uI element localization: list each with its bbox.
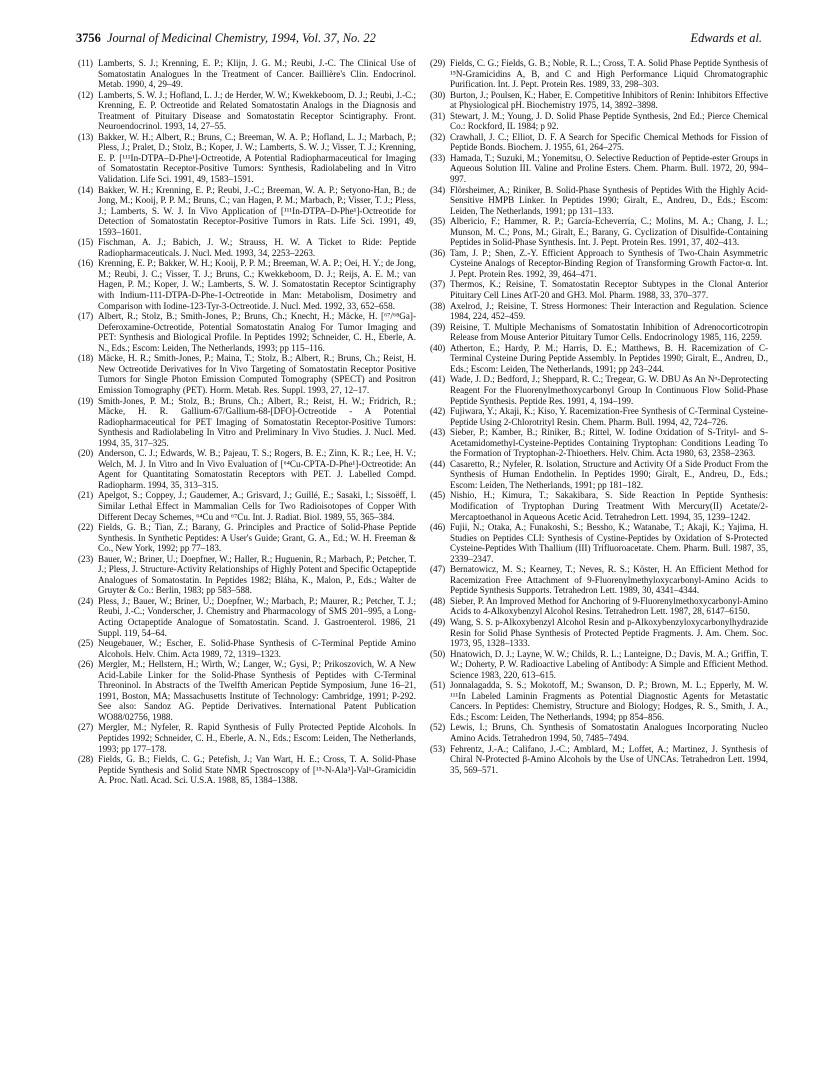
reference-number: (16) [78,258,94,269]
reference-entry [78,638,416,659]
reference-entry [430,680,768,722]
reference-number: (37) [430,279,446,290]
reference-entry [430,564,768,596]
reference-text: Albert, R.; Stolz, B.; Smith-Jones, P.; Bruns, Ch.; Knecht, H.; Mäcke, H. [⁶⁷/⁶⁸Ga]-Deferoxamine-Octreotide, Potential Somatostatin Analog For Tumor Imaging and PET: Synthesis and Biological Profile. In Peptides 1992; Schneider, C. H., Eberle, A. N., Eds.; Escom: Leiden, The Netherlands, 1993; pp 115–116. [98,311,416,353]
reference-entry [430,459,768,491]
reference-entry [430,427,768,459]
reference-entry [430,744,768,776]
reference-number: (53) [430,743,446,754]
reference-number: (40) [430,342,446,353]
reference-number: (49) [430,616,446,627]
reference-entry [430,490,768,522]
reference-entry [78,754,416,786]
reference-text: Albericio, F.; Hammer, R. P.; García-Echeverría, C.; Molins, M. A.; Chang, J. L.; Munson, M. C.; Pons, M.; Giralt, E.; Barany, G. Cyclization of Disulfide-Containing Peptides in Solid-Phase Synthesis. Int. J. Pept. Protein Res. 1991, 37, 402–413. [450,216,768,248]
reference-text: Sieber, P. An Improved Method for Anchoring of 9-Fluorenylmethoxycarbonyl-Amino Acids to 4-Alkoxybenzyl Alcohol Resins. Tetrahedron Lett. 1987, 28, 6147–6150. [450,595,768,617]
header-authors: Edwards et al. [690,31,762,45]
reference-number: (43) [430,427,446,438]
reference-number: (29) [430,58,446,68]
reference-number: (46) [430,522,446,533]
reference-number: (45) [430,490,446,501]
reference-number: (13) [78,131,94,142]
reference-number: (15) [78,237,94,248]
reference-number: (24) [78,595,94,606]
reference-entry [78,353,416,395]
reference-text: Anderson, C. J.; Edwards, W. B.; Pajeau, T. S.; Rogers, B. E.; Zinn, K. R.; Lee, H. V.; Welch, M. J. In Vitro and In Vivo Evaluation of [⁶⁴Cu-CPTA-D-Phe¹]-Octreotide: An Agent for Quantitating Somatostatin Receptors with PET. J. Labelled Compd. Radiopharm. 1994, 35, 313–315. [98,448,416,490]
reference-number: (41) [430,374,446,385]
reference-text: Fujiwara, Y.; Akaji, K.; Kiso, Y. Racemization-Free Synthesis of C-Terminal Cysteine-Peptide Using 2-Chlorotrityl Resin. Chem. Pharm. Bull. 1994, 42, 724–726. [450,406,768,427]
reference-entry [430,90,768,111]
reference-text: Lewis, I.; Bruns, Ch. Synthesis of Somatostatin Analogues Incorporating Nucleo Amino Acids. Tetrahedron 1994, 50, 7485–7494. [450,722,768,743]
reference-entry [78,132,416,185]
reference-entry [78,237,416,258]
reference-text: Burton, J.; Poulsen, K.; Haber, E. Competitive Inhibitors of Renin: Inhibitors Effective at Physiological pH. Biochemistry 1975, 14, 3892–3898. [450,89,768,111]
reference-number: (14) [78,184,94,195]
reference-text: Atherton, E.; Hardy, P. M.; Harris, D. E.; Matthews, B. H. Racemization of C-Terminal Cysteine During Peptide Assembly. In Peptides 1990; Giralt, E., Andreu, D., Eds.; Escom: Leiden, The Netherlands, 1991; pp 243–244. [450,342,768,374]
references-left-column [78,58,416,786]
reference-entry [78,554,416,596]
reference-text: Flörsheimer, A.; Riniker, B. Solid-Phase Synthesis of Peptides With the Highly Acid-Sensitive HMPB Linker. In Peptides 1990; Giralt, E., Andreu, D., Eds.; Escom: Leiden, The Netherlands, 1991; pp 131–133. [450,184,768,216]
reference-entry [78,58,416,90]
reference-number: (19) [78,395,94,406]
reference-entry [78,185,416,238]
reference-text: Bakker, W. H.; Krenning, E. P.; Reubi, J.-C.; Breeman, W. A. P.; Setyono-Han, B.; de Jong, M.; Kooij, P. P. M.; Bruns, C.; van Hagen, P. M.; Marbach, P.; Visser, T. J.; Pless, J.; Lamberts, S. W. J. In Vivo Application of [¹¹¹In-DTPA–D-Phe¹]-Octreotide for Detection of Somatostatin Receptor-Positive Tumors in Rats. Life Sci. 1991, 49, 1593–1601. [98,184,416,237]
reference-entry [430,596,768,617]
reference-number: (32) [430,131,446,142]
reference-number: (22) [78,522,94,533]
reference-text: Krenning, E. P.; Bakker, W. H.; Kooij, P. P. M.; Breeman, W. A. P.; Oei, H. Y.; de Jong, M.; Reubi, J. C.; Visser, T. J.; Bruns, C.; Kwekkeboom, D. J.; Reijs, A. E. M.; van Hagen, P. M.; Koper, J. W.; Lamberts, S. W. J. Somatostatin Receptor Scintigraphy with Indium-111-DTPA-D-Phe-1-Octreotide in Man: Metabolism, Dosimetry and Comparison with Iodine-123-Tyr-3-Octreotide. J. Nucl. Med. 1992, 33, 652–658. [98,258,416,311]
reference-entry [78,448,416,490]
reference-text: Pless, J.; Bauer, W.; Briner, U.; Doepfner, W.; Marbach, P.; Maurer, R.; Petcher, T. J.; Reubi, J.-C.; Vonderscher, J. Chemistry and Pharmacology of SMS 201–995, a Long-Acting Octapeptide Analogue of Somatostatin. Scand. J. Gastroenterol. 1986, 21 Suppl. 119, 54–64. [98,595,416,638]
reference-text: Bernatowicz, M. S.; Kearney, T.; Neves, R. S.; Köster, H. An Efficient Method for Racemization Free Attachment of 9-Fluorenylmethyloxycarbonyl-Amino Acids to Peptide Synthesis Supports. Tetrahedron Lett. 1989, 30, 4341–4344. [450,564,768,596]
reference-text: Neugebauer, W.; Escher, E. Solid-Phase Synthesis of C-Terminal Peptide Amino Alcohols. Helv. Chim. Acta 1989, 72, 1319–1323. [98,638,416,659]
reference-text: Fischman, A. J.; Babich, J. W.; Strauss, H. W. A Ticket to Ride: Peptide Radiopharmaceuticals. J. Nucl. Med. 1993, 34, 2253–2263. [98,237,416,258]
reference-entry [430,406,768,427]
reference-entry [430,343,768,375]
reference-text: Thermos, K.; Reisine, T. Somatostatin Receptor Subtypes in the Clonal Anterior Pituitary Cell Lines AtT-20 and GH3. Mol. Pharm. 1988, 33, 370–377. [450,279,768,301]
reference-text: Hamada, T.; Suzuki, M.; Yonemitsu, O. Selective Reduction of Peptide-ester Groups in Aqueous Solution III. Valine and Proline Esters. Chem. Pharm. Bull. 1972, 20, 994–997. [450,152,768,185]
reference-entry [430,153,768,185]
reference-text: Casaretto, R.; Nyfeler, R. Isolation, Structure and Activity Of a Side Product From the Synthesis of Human Endothelin. In Peptides 1990; Giralt, E., Andreu, D., Eds.; Escom: Leiden, The Netherlands, 1991; pp 181–182. [450,458,768,490]
reference-text: Axelrod, J.; Reisine, T. Stress Hormones: Their Interaction and Regulation. Science 1984, 224, 452–459. [450,300,768,322]
reference-text: Fehrentz, J.-A.; Califano, J.-C.; Amblard, M.; Loffet, A.; Martinez, J. Synthesis of Chiral N-Protected β-Amino Alcohols by the Use of UNCAs. Tetrahedron Lett. 1994, 35, 569–571. [450,743,768,775]
running-header [76,30,762,48]
reference-entry [430,374,768,406]
reference-number: (30) [430,89,446,100]
reference-text: Reisine, T. Multiple Mechanisms of Somatostatin Inhibition of Adrenocorticotropin Release from Mouse Anterior Pituitary Tumor Cells. Endocrinology 1985, 116, 2259. [450,321,768,343]
reference-entry [430,248,768,280]
reference-text: Fields, G. B.; Tian, Z.; Barany, G. Principles and Practice of Solid-Phase Peptide Synthesis. In Synthetic Peptides: A User's Guide; Grant, G. A., Ed.; W. H. Freeman & Co., New York, 1992; pp 77–183. [98,522,416,554]
reference-number: (39) [430,321,446,332]
reference-number: (48) [430,595,446,606]
reference-entry [430,617,768,649]
reference-entry [430,722,768,743]
reference-entry [78,659,416,722]
reference-entry [78,90,416,132]
reference-number: (21) [78,490,94,501]
reference-number: (50) [430,648,446,659]
reference-entry [78,490,416,522]
reference-entry [430,185,768,217]
reference-number: (26) [78,659,94,670]
reference-entry [78,396,416,449]
reference-text: Nishio, H.; Kimura, T.; Sakakibara, S. Side Reaction In Peptide Synthesis: Modification of Tryptophan During Treatment With Mercury(II) Acetate/2-Mercaptoethanol in Aqueous Acetic Acid. Tetrahedron Lett. 1994, 35, 1239–1242. [450,490,768,522]
reference-text: Bauer, W.; Briner, U.; Doepfner, W.; Haller, R.; Huguenin, R.; Marbach, P.; Petcher, T. J.; Pless, J. Structure-Activity Relationships of Highly Potent and Specific Octapeptide Analogues of Somatostatin. In Peptides 1982; Bláha, K., Malon, P., Eds.; Walter de Gruyter & Co.: Berlin, 1983; pp 583–588. [98,553,416,596]
reference-entry [430,279,768,300]
reference-entry [430,649,768,681]
page-number: 3756 [76,31,101,45]
reference-number: (31) [430,110,446,121]
reference-entry [78,722,416,754]
reference-text: Tam, J. P.; Shen, Z.-Y. Efficient Approach to Synthesis of Two-Chain Asymmetric Cysteine Analogs of Receptor-Binding Region of Transforming Growth Factor-α. Int. J. Pept. Protein Res. 1992, 39, 464–471. [450,247,768,279]
reference-entry [430,522,768,564]
reference-number: (42) [430,406,446,417]
reference-number: (20) [78,448,94,459]
reference-number: (11) [78,58,93,68]
reference-text: Fujii, N.; Otaka, A.; Funakoshi, S.; Bessho, K.; Watanabe, T.; Akaji, K.; Yajima, H. Studies on Peptides CLI: Synthesis of Cystine-Peptides by Oxidation of S-Protected Cysteine-Peptides With Thallium (III) Trifluoroacetate. Chem. Pharm. Bull. 1987, 35, 2339–2347. [450,522,768,564]
reference-entry [430,322,768,343]
reference-text: Hnatowich, D. J.; Layne, W. W.; Childs, R. L.; Lanteigne, D.; Davis, M. A.; Griffin, T. W.; Doherty, P. W. Radioactive Labeling of Antibody: A Simple and Efficient Method. Science 1983, 220, 613–615. [450,648,768,680]
reference-entry [430,111,768,132]
reference-text: Sieber, P.; Kamber, B.; Riniker, B.; Rittel, W. Iodine Oxidation of S-Trityl- and S-Acetamidomethyl-Cysteine-Peptides Containing Tryptophan: Conditions Leading To the Formation of Tryptophan-2-Thioethers. Helv. Chim. Acta 1980, 63, 2358–2363. [450,427,768,459]
reference-entry [78,311,416,353]
reference-text: Fields, C. G.; Fields, G. B.; Noble, R. L.; Cross, T. A. Solid Phase Peptide Synthesis of ¹⁵N-Gramicidins A, B, and C and High Performance Liquid Chromatographic Purification. Int. J. Pept. Protein Res. 1989, 33, 298–303. [450,58,768,90]
reference-entry [78,596,416,638]
journal-citation: Journal of Medicinal Chemistry, 1994, Vol. 37, No. 22 [106,31,376,45]
reference-number: (36) [430,247,446,258]
reference-number: (27) [78,722,94,733]
references-right-column [430,58,768,775]
reference-number: (23) [78,553,94,564]
reference-entry [430,301,768,322]
reference-text: Wade, J. D.; Bedford, J.; Sheppard, R. C.; Tregear, G. W. DBU As An Nᵅ-Deprotecting Reagent For the Fluorenylmethoxycarbonyl Group In Continuous Flow Solid-Phase Peptide Synthesis. Peptide Res. 1991, 4, 194–199. [450,374,768,406]
reference-number: (33) [430,152,446,163]
reference-text: Fields, G. B.; Fields, C. G.; Petefish, J.; Van Wart, H. E.; Cross, T. A. Solid-Phase Peptide Synthesis and Solid State NMR Spectroscopy of [¹⁵-N-Ala³]-Val¹-Gramicidin A. Proc. Natl. Acad. Sci. U.S.A. 1988, 85, 1384–1388. [98,754,416,786]
reference-text: Stewart, J. M.; Young, J. D. Solid Phase Peptide Synthesis, 2nd Ed.; Pierce Chemical Co.: Rockford, IL 1984; p 92. [450,110,768,132]
reference-text: Wang, S. S. p-Alkoxybenzyl Alcohol Resin and p-Alkoxybenzyloxycarbonylhydrazide Resin for Solid Phase Synthesis of Protected Peptide Fragments. J. Am. Chem. Soc. 1973, 95, 1328–1333. [450,616,768,649]
reference-number: (47) [430,564,446,575]
reference-number: (17) [78,311,94,322]
reference-number: (28) [78,754,94,765]
reference-text: Bakker, W. H.; Albert, R.; Bruns, C.; Breeman, W. A. P.; Hofland, L. J.; Marbach, P.; Pless, J.; Pralet, D.; Stolz, B.; Koper, J. W.; Lamberts, S. W. J.; Visser, T. J.; Krenning, E. P. [¹¹¹In-DTPA–D-Phe¹]-Octreotide, A Potential Radiopharmaceutical for Imaging of Somatostatin Receptor-Positive Tumors: Synthesis, Radiolabeling and In Vitro Validation. Life Sci. 1991, 49, 1583–1591. [98,131,416,185]
reference-text: Mäcke, H. R.; Smith-Jones, P.; Maina, T.; Stolz, B.; Albert, R.; Bruns, Ch.; Reist, H. New Octreotide Derivatives for In Vivo Targeting of Somatostatin Receptor Positive Tumors for Single Photon Emission Computed Tomography (SPECT) and Positron Emission Tomography (PET). Horm. Metab. Res. Suppl. 1993, 27, 12–17. [98,353,416,395]
reference-text: Lamberts, S. J.; Krenning, E. P.; Klijn, J. G. M.; Reubi, J.-C. The Clinical Use of Somatostatin Analogues In the Treatment of Cancer. Baillière's Clin. Endocrinol. Metab. 1990, 4, 29–49. [98,58,416,90]
reference-number: (52) [430,722,446,733]
reference-entry [430,58,768,90]
reference-text: Mergler, M.; Nyfeler, R. Rapid Synthesis of Fully Protected Peptide Alcohols. In Peptides 1992; Schneider, C. H., Eberle, A. N., Eds.; Escom: Leiden, The Netherlands, 1993; pp 177–178. [98,722,416,754]
reference-text: Smith-Jones, P. M.; Stolz, B.; Bruns, Ch.; Albert, R.; Reist, H. W.; Fridrich, R.; Mäcke, H. R. Gallium-67/Gallium-68-[DFO]-Octreotide - A Potential Radiopharmaceutical for PET Imaging of Somatostatin Receptor-Positive Tumors: Synthesis and Radiolabeling In Vitro and Preliminary In Vivo Studies. J. Nucl. Med. 1994, 35, 317–325. [98,395,416,448]
reference-text: Mergler, M.; Hellstern, H.; Wirth, W.; Langer, W.; Gysi, P.; Prikoszovich, W. A New Acid-Labile Linker for the Solid-Phase Synthesis of Peptides with C-Terminal Threoninol. In Abstracts of the Twelfth American Peptide Symposium, June 16–21, 1991, Boston, MA; Massachusetts Institute of Technology: Cambridge, 1991; P-292. See also: Sandoz AG. Peptide Derivatives. International Patent Publication WO88/02756, 1988. [98,659,416,722]
reference-entry [430,132,768,153]
reference-text: Lamberts, S. W. J.; Hofland, L. J.; de Herder, W. W.; Kwekkeboom, D. J.; Reubi, J.-C.; Krenning, E. P. Octreotide and Related Somatostatin Analogs in the Diagnosis and Treatment of Pituitary Disease and Somatostatin Receptor Scintigraphy. Front. Neuroendocrinol. 1993, 14, 27–55. [98,89,416,132]
reference-text: Jonnalagadda, S. S.; Mokotoff, M.; Swanson, D. P.; Brown, M. L.; Epperly, M. W. ¹¹¹In Labeled Laminin Fragments as Potential Diagnostic Agents for Metastatic Cancers. In Peptides: Chemistry, Structure and Biology; Hodges, R. S., Smith, J. A., Eds.; Escom: Leiden, The Netherlands, 1994; pp 854–856. [450,680,768,722]
reference-number: (44) [430,458,446,469]
reference-number: (34) [430,184,446,195]
reference-number: (12) [78,89,94,100]
reference-text: Crawhall, J. C.; Elliot, D. F. A Search for Specific Chemical Methods for Fission of Peptide Bonds. Biochem. J. 1955, 61, 264–275. [450,131,768,153]
header-left [76,30,376,46]
reference-number: (35) [430,216,446,227]
reference-entry [78,258,416,311]
reference-number: (38) [430,300,446,311]
reference-number: (25) [78,638,94,649]
reference-number: (18) [78,353,94,364]
reference-entry [430,216,768,248]
reference-number: (51) [430,680,446,691]
reference-text: Apelgot, S.; Coppey, J.; Gaudemer, A.; Grisvard, J.; Guillé, E.; Sasaki, I.; Sissoëff, I. Similar Lethal Effect in Mammalian Cells for Two Radioisotopes of Copper With Different Decay Schemes, ⁶⁴Cu and ⁶⁷Cu. Int. J. Radiat. Biol. 1989, 55, 365–384. [98,490,416,522]
reference-entry [78,522,416,554]
